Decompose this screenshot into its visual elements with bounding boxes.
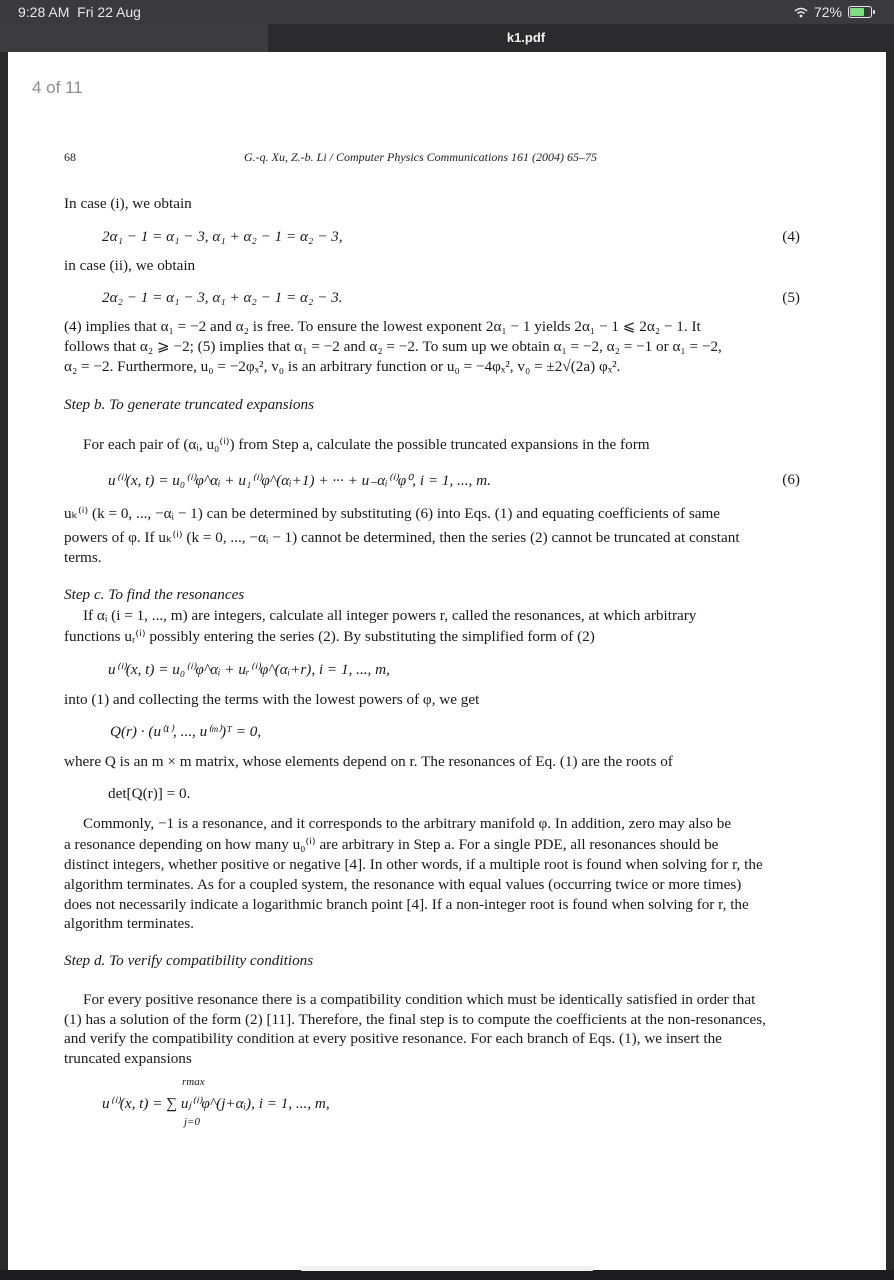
wifi-icon <box>794 7 808 18</box>
paragraph-commonly-line-1: Commonly, −1 is a resonance, and it corresponds to the arbitrary manifold φ. In addition, zero may also be <box>83 815 732 832</box>
document-titlebar <box>268 24 894 52</box>
battery-percent: 72% <box>813 4 842 20</box>
equation-truncated-sum: u⁽ⁱ⁾(x, t) = ∑ uⱼ⁽ⁱ⁾φ^(j+αᵢ), i = 1, ..., m, <box>102 1095 330 1112</box>
paragraph-implications-line-1: (4) implies that α₁ = −2 and α₂ is free. To ensure the lowest exponent 2α₁ − 1 yields 2α₁ − 1 ⩽ 2α₂ − 1. It <box>64 318 701 335</box>
equation-6-number: (6) <box>782 471 800 488</box>
paragraph-step-b: For each pair of (αᵢ, u₀⁽ⁱ⁾) from Step a, calculate the possible truncated expansions in the form <box>83 436 650 453</box>
page-number: 68 <box>64 150 76 164</box>
paragraph-case-i: In case (i), we obtain <box>64 195 192 212</box>
bottom-strip <box>0 1270 894 1280</box>
paragraph-step-d-line-2: (1) has a solution of the form (2) [11]. Therefore, the final step is to compute the coefficients at the non-resonances, <box>64 1011 766 1028</box>
heading-step-c: Step c. To find the resonances <box>64 586 245 603</box>
paragraph-step-b2-line-3: terms. <box>64 549 102 566</box>
paragraph-step-d-line-3: and verify the compatibility condition at every positive resonance. For each branch of Eqs. (1), we insert the <box>64 1030 722 1047</box>
paragraph-step-c-collect: into (1) and collecting the terms with the lowest powers of φ, we get <box>64 691 480 708</box>
paragraph-implications-line-2: follows that α₂ ⩾ −2; (5) implies that α₁ = −2 and α₂ = −2. To sum up we obtain α₁ = −2, α₂ = −1 or α₁ = −2, <box>64 338 722 355</box>
status-bar <box>0 0 894 24</box>
equation-6: u⁽ⁱ⁾(x, t) = u₀⁽ⁱ⁾φ^αᵢ + u₁⁽ⁱ⁾φ^(αᵢ+1) + ··· + u₋αᵢ⁽ⁱ⁾φ⁰, i = 1, ..., m. <box>108 472 491 489</box>
home-indicator[interactable] <box>300 1266 594 1271</box>
equation-resonance-form: u⁽ⁱ⁾(x, t) = u₀⁽ⁱ⁾φ^αᵢ + uᵣ⁽ⁱ⁾φ^(αᵢ+r), i = 1, ..., m, <box>108 661 390 678</box>
paragraph-commonly-line-2: a resonance depending on how many u₀⁽ⁱ⁾ are arbitrary in Step a. For a single PDE, all resonances should be <box>64 836 719 853</box>
paragraph-step-c-line-1: If αᵢ (i = 1, ..., m) are integers, calculate all integer powers r, called the resonances, at which arbitrary <box>83 607 697 624</box>
paragraph-step-b2-line-1: uₖ⁽ⁱ⁾ (k = 0, ..., −αᵢ − 1) can be determined by substituting (6) into Eqs. (1) and equating coefficients of same <box>64 505 721 522</box>
heading-step-b: Step b. To generate truncated expansions <box>64 396 314 413</box>
paragraph-commonly-line-4: algorithm terminates. As for a coupled system, the resonance with equal values (occurring twice or more times) <box>64 876 742 893</box>
page-counter: 4 of 11 <box>32 78 83 97</box>
paragraph-case-ii: in case (ii), we obtain <box>64 257 196 274</box>
status-right <box>794 4 872 20</box>
equation-4-number: (4) <box>782 228 800 245</box>
equation-sum-upper-limit: rmax <box>182 1076 205 1088</box>
date-text: Fri 22 Aug <box>77 4 141 20</box>
heading-step-d: Step d. To verify compatibility conditions <box>64 952 314 969</box>
equation-sum-lower-limit: j=0 <box>184 1116 200 1128</box>
equation-determinant: det[Q(r)] = 0. <box>108 785 191 802</box>
paragraph-commonly-line-3: distinct integers, whether positive or negative [4]. In other words, if a multiple root is found when solving for r, the <box>64 856 763 873</box>
paragraph-step-d-line-1: For every positive resonance there is a compatibility condition which must be identically satisfied in order that <box>83 991 756 1008</box>
equation-5-number: (5) <box>782 289 800 306</box>
paragraph-step-c-where: where Q is an m × m matrix, whose elements depend on r. The resonances of Eq. (1) are the roots of <box>64 753 673 770</box>
journal-citation: G.-q. Xu, Z.-b. Li / Computer Physics Communications 161 (2004) 65–75 <box>244 150 597 164</box>
paragraph-commonly-line-6: algorithm terminates. <box>64 915 194 932</box>
paragraph-implications-line-3: α₂ = −2. Furthermore, u₀ = −2φₓ², v₀ is an arbitrary function or u₀ = −4φₓ², v₀ = ±2√(2a) φₓ². <box>64 358 621 375</box>
equation-4: 2α₁ − 1 = α₁ − 3, α₁ + α₂ − 1 = α₂ − 3, <box>102 228 343 245</box>
paragraph-step-b2-line-2: powers of φ. If uₖ⁽ⁱ⁾ (k = 0, ..., −αᵢ − 1) cannot be determined, then the series (2) cannot be truncated at constant <box>64 529 740 546</box>
paragraph-commonly-line-5: does not necessarily indicate a logarithmic branch point [4]. If a non-integer root is found when solving for r, the <box>64 896 749 913</box>
paragraph-step-d-line-4: truncated expansions <box>64 1050 192 1067</box>
battery-icon <box>848 6 872 18</box>
clock-text: 9:28 AM <box>18 4 70 20</box>
status-time <box>18 4 141 20</box>
paragraph-step-c-line-2: functions uᵣ⁽ⁱ⁾ possibly entering the series (2). By substituting the simplified form of (2) <box>64 628 595 645</box>
equation-q-matrix: Q(r) · (u⁽¹⁾, ..., u⁽ᵐ⁾)ᵀ = 0, <box>110 723 262 740</box>
equation-5: 2α₂ − 1 = α₁ − 3, α₁ + α₂ − 1 = α₂ − 3. <box>102 289 343 306</box>
document-title: k1.pdf <box>506 30 546 45</box>
pdf-page[interactable] <box>8 52 886 1270</box>
